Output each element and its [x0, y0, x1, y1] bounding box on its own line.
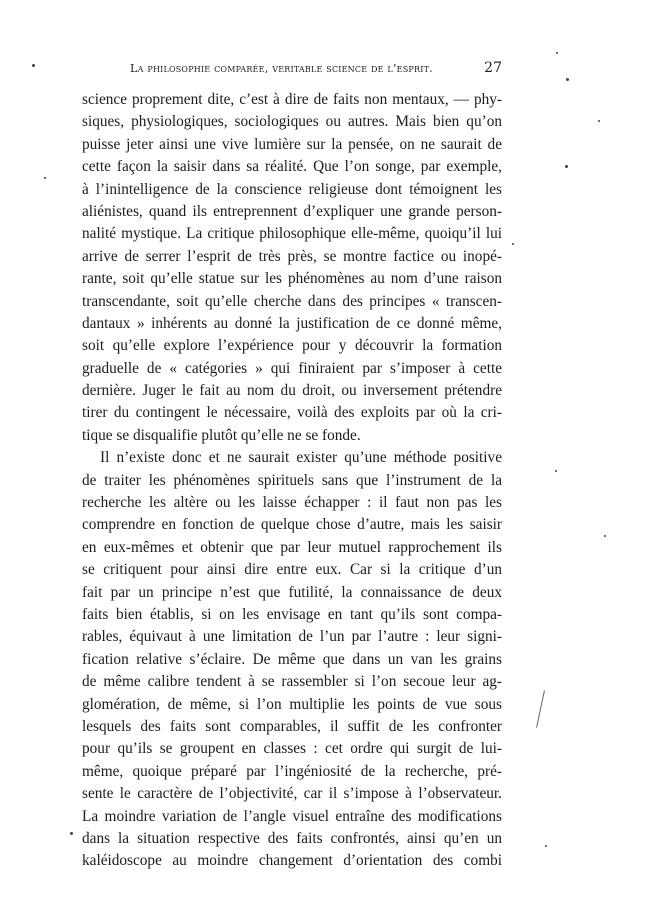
text-line: en eux-mêmes et obtenir que par leur mutuel rapprochement ils	[82, 538, 502, 556]
running-title: La philosophie comparée, veritable science de l’esprit.	[130, 62, 433, 75]
text-line: transcendante, soit qu’elle cherche dans des principes « transcen-	[82, 292, 502, 310]
scan-speck	[32, 64, 35, 67]
scan-speck	[70, 832, 73, 835]
scan-speck	[512, 243, 514, 245]
text-line: rante, soit qu’elle statue sur les phénomènes au nom d’une raison	[82, 270, 502, 288]
text-line: se critiquent pour ainsi dire entre eux. Car si la critique d’un	[82, 561, 502, 579]
text-line: cette façon la saisir dans sa réalité. Que l’on songe, par exemple,	[82, 158, 502, 176]
text-line: recherche les altère ou les laisse échapper : il faut non pas les	[82, 494, 502, 512]
text-line: aliénistes, quand ils entreprennent d’expliquer une grande person-	[82, 202, 502, 220]
text-line: dantaux » inhérents au donné la justification de ce donné même,	[82, 314, 502, 332]
text-line: lesquels des faits sont comparables, il suffit de les confronter	[82, 717, 502, 735]
text-line: dans la situation respective des faits confrontés, ainsi qu’en un	[82, 829, 502, 847]
text-line: arrive de serrer l’esprit de très près, se montre factice ou inopé-	[82, 247, 502, 265]
scan-speck	[566, 78, 569, 81]
text-line: kaléidoscope au moindre changement d’orientation des combi	[82, 852, 502, 870]
text-line: à l’inintelligence de la conscience religieuse dont témoignent les	[82, 180, 502, 198]
scan-speck	[556, 52, 558, 54]
text-line: nalité mystique. La critique philosophique elle-même, quoiqu’il lui	[82, 225, 502, 243]
text-line: faits bien établis, si on les envisage en tant qu’ils sont compa-	[82, 605, 502, 623]
scan-speck	[555, 470, 557, 472]
text-line: pour qu’ils se groupent en classes : cet ordre qui surgit de lui-	[82, 740, 502, 758]
text-line: rables, équivaut à une limitation de l’un par l’autre : leur signi-	[82, 628, 502, 646]
scan-speck	[598, 120, 600, 122]
running-head	[82, 60, 502, 80]
text-line: puisse jeter ainsi une vive lumière sur la pensée, on ne saurait de	[82, 135, 502, 153]
margin-pencil-mark	[536, 690, 545, 727]
paragraph-end-line: tique se disqualifie plutôt qu’elle ne se fonde.	[82, 426, 361, 444]
scan-speck	[545, 845, 547, 847]
text-line: siques, physiologiques, sociologiques ou autres. Mais bien qu’on	[82, 113, 502, 131]
body-text	[82, 89, 502, 873]
paragraph-start-line: Il n’existe donc et ne saurait exister qu’une méthode positive	[100, 449, 502, 467]
text-line: fication relative s’éclaire. De même que dans un van les grains	[82, 650, 502, 668]
scan-speck	[565, 165, 568, 168]
text-line: de même calibre tendent à se rassembler si l’on secoue leur ag-	[82, 673, 502, 691]
text-line: fait par un principe n’est que futilité, la connaissance de deux	[82, 583, 502, 601]
text-line: même, quoique préparé par l’ingéniosité de la recherche, pré-	[82, 762, 502, 780]
scan-speck	[44, 177, 46, 179]
text-line: glomération, de même, si l’on multiplie les points de vue sous	[82, 695, 502, 713]
text-line: tirer du contingent le nécessaire, voilà des exploits par où la cri-	[82, 404, 502, 422]
text-line: dernière. Juger le fait au nom du droit, ou inversement prétendre	[82, 382, 502, 400]
text-line: graduelle de « catégories » qui finiraient par s’imposer à cette	[82, 359, 502, 377]
text-line: de traiter les phénomènes spirituels sans que l’instrument de la	[82, 471, 502, 489]
text-line: comprendre en fonction de quelque chose d’autre, mais les saisir	[82, 516, 502, 534]
text-line: science proprement dite, c’est à dire de faits non mentaux, — phy-	[82, 91, 502, 108]
page-number: 27	[484, 60, 502, 76]
text-line: soit qu’elle explore l’expérience pour y découvrir la formation	[82, 337, 502, 355]
scan-speck	[604, 535, 606, 537]
text-line: sente le caractère de l’objectivité, car il s’impose à l’observateur.	[82, 785, 502, 803]
text-line: La moindre variation de l’angle visuel entraîne des modifications	[82, 807, 502, 825]
